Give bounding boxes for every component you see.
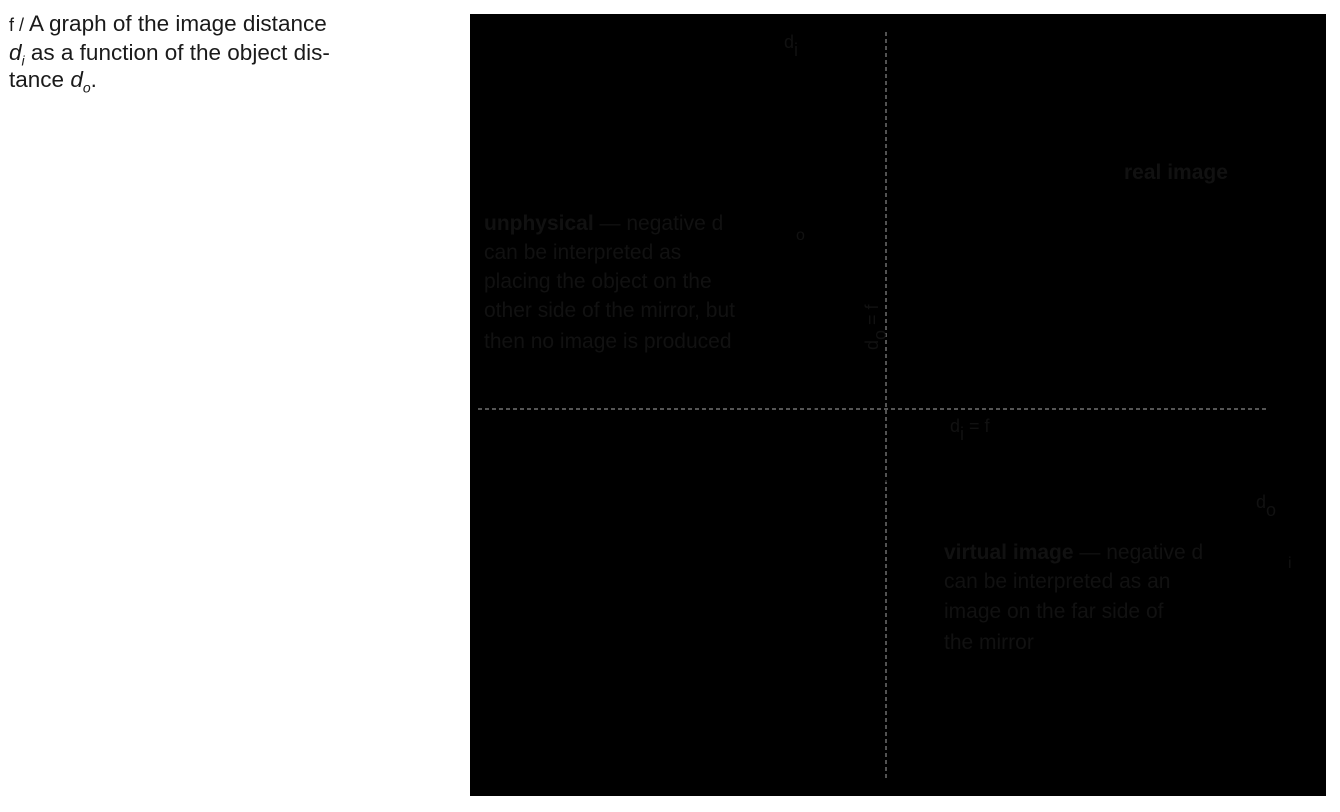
unphysical-body: can be interpreted as placing the object on the other side of the mirror, but then no image is produced bbox=[484, 241, 735, 353]
horizontal-asymptote-label: di = f bbox=[950, 416, 990, 444]
real-image-label: real image bbox=[1124, 161, 1228, 184]
figure-caption bbox=[9, 10, 409, 96]
graph-figure bbox=[470, 14, 1326, 796]
caption-line-2 bbox=[9, 39, 409, 69]
vertical-asymptote-label: do = f bbox=[862, 304, 890, 350]
caption-text-1: A graph of the image distance bbox=[29, 11, 327, 36]
x-axis-label: do bbox=[1256, 492, 1277, 520]
virtual-image-subscript: i bbox=[1288, 555, 1292, 572]
caption-var-di: $d_i$ bbox=[9, 40, 25, 69]
y-axis-label: di bbox=[784, 32, 799, 60]
caption-text-2: as a function of the object dis- bbox=[30, 40, 330, 65]
caption-var-do: $d_o$ bbox=[70, 67, 91, 96]
caption-text-3: tance bbox=[9, 67, 65, 92]
unphysical-heading: unphysical — negative d bbox=[484, 212, 724, 235]
virtual-image-heading: virtual image — negative d bbox=[944, 541, 1204, 564]
caption-line-1 bbox=[9, 10, 409, 39]
virtual-image-body: can be interpreted as an image on the far side of the mirror bbox=[944, 570, 1171, 654]
unphysical-subscript: o bbox=[796, 227, 805, 244]
caption-line-3: tance $d_o$. bbox=[9, 67, 97, 96]
caption-label: f / bbox=[9, 15, 25, 35]
